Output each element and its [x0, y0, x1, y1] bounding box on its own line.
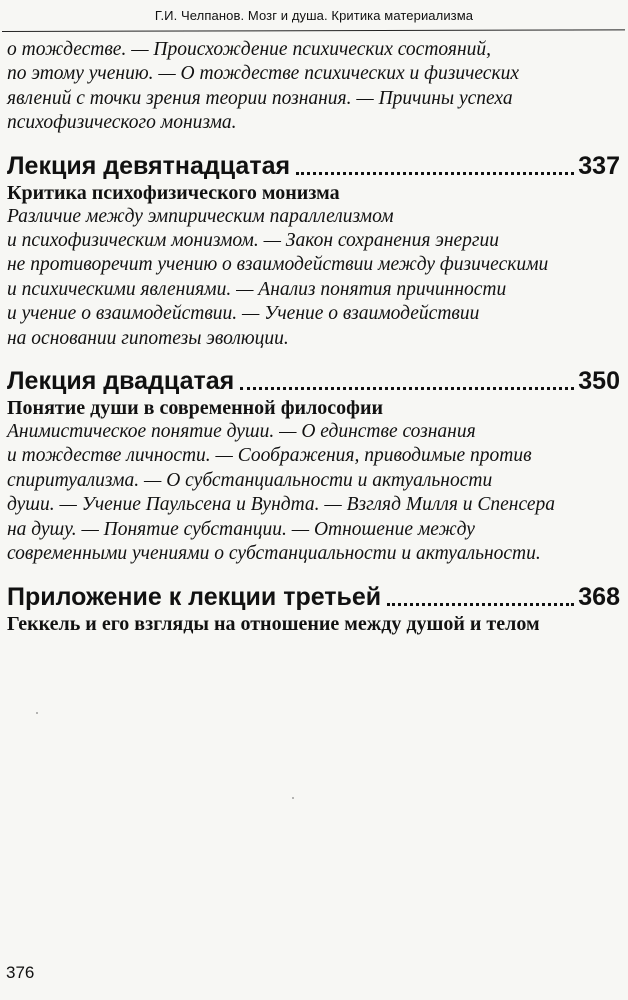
toc-section-appendix: [7, 582, 620, 636]
scan-speck: [292, 797, 294, 799]
toc-entry-header: [7, 582, 620, 612]
dot-leader: [240, 387, 574, 390]
header-rule: [2, 29, 625, 32]
page-number: 376: [6, 963, 35, 982]
intro-line: психофизического монизма.: [7, 112, 237, 134]
toc-page-number: 350: [578, 367, 620, 396]
intro-line: по этому учению. — О тождестве психических и физических: [7, 63, 519, 85]
lecture-title: Лекция девятнадцатая: [7, 151, 291, 180]
scan-speck: [36, 712, 38, 714]
toc-page-number: 337: [578, 151, 620, 180]
description-line: и тождестве личности. — Соображения, приводимые против: [7, 445, 532, 467]
toc-entry-header: [7, 151, 620, 181]
intro-continuation: [7, 38, 620, 136]
description-line: современными учениями о субстанциальности и актуальности.: [7, 543, 541, 565]
toc-page-number: 368: [578, 582, 620, 611]
toc-section-lecture-19: [7, 151, 620, 351]
lecture-title: Лекция двадцатая: [7, 367, 235, 396]
description-line: Анимистическое понятие души. — О единстве сознания: [7, 421, 476, 443]
intro-line: явлений с точки зрения теории познания. — Причины успеха: [7, 87, 513, 109]
description-line: Различие между эмпирическим параллелизмом: [7, 205, 394, 227]
table-of-contents: [7, 38, 620, 636]
description-line: не противоречит учению о взаимодействии между физическими: [7, 254, 549, 276]
appendix-title: Приложение к лекции третьей: [7, 582, 382, 611]
dot-leader: [296, 172, 574, 175]
description-line: и психофизическим монизмом. — Закон сохранения энергии: [7, 230, 500, 252]
toc-entry-header: [7, 366, 620, 396]
running-head: Г.И. Челпанов. Мозг и душа. Критика материализма: [154, 8, 474, 23]
description-line: на основании гипотезы эволюции.: [7, 327, 289, 349]
appendix-subtitle: Геккель и его взгляды на отношение между душой и телом: [7, 612, 540, 635]
description-line: и психическими явлениями. — Анализ понятия причинности: [7, 278, 507, 300]
description-line: на душу. — Понятие субстанции. — Отношение между: [7, 518, 475, 540]
toc-section-lecture-20: [7, 366, 620, 566]
lecture-subtitle: Понятие души в современной философии: [7, 397, 384, 420]
intro-line: о тождестве. — Происхождение психических состояний,: [7, 39, 492, 60]
description-line: души. — Учение Паульсена и Вундта. — Взгляд Милля и Спенсера: [7, 494, 556, 516]
description-line: спиритуализма. — О субстанциальности и актуальности: [7, 469, 493, 491]
description-line: и учение о взаимодействии. — Учение о взаимодействии: [7, 303, 480, 325]
dot-leader: [387, 603, 574, 606]
lecture-subtitle: Критика психофизического монизма: [7, 181, 340, 204]
